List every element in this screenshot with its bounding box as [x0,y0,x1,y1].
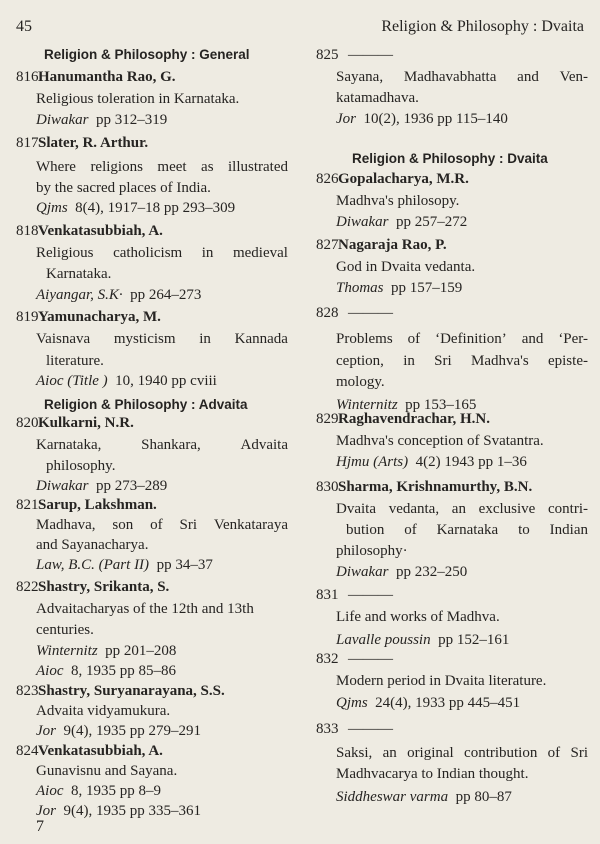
title-word: ception, [336,353,384,369]
source-name: Jor [36,803,56,819]
title-word: Problems [336,331,393,347]
entry-number: 830 [316,479,339,495]
title-word: of [150,517,163,533]
source-details: pp 157–159 [391,280,463,296]
section-heading: Religion & Philosophy : Advaita [44,397,248,412]
source-details: 8, 1935 pp 85–86 [71,663,176,679]
title-word: Ven- [559,69,588,85]
ditto-dash: ——— [348,721,393,737]
entry-author: Kulkarni, N.R. [38,415,134,431]
title-word: and [521,331,544,347]
source-details: pp 153–165 [405,397,477,413]
entry-number: 833 [316,721,339,737]
entry-title-line: philosophy· [336,543,408,559]
entry-source-line [36,286,288,305]
title-word: in [199,331,211,347]
title-word: to [518,522,530,538]
entry-title-line: centuries. [36,622,94,638]
title-word: catholicism [113,245,183,261]
entry-author: Shastry, Srikanta, S. [38,579,170,595]
source-name: Aioc (Title ) [36,373,108,389]
entry-title-line: by the sacred places of India. [36,180,211,196]
entry-author: Gopalacharya, M.R. [338,171,469,187]
entry-title-line: literature. [46,353,104,369]
entry-source-line [336,694,588,713]
source-details: 8(4), 1917–18 pp 293–309 [75,200,236,216]
entry-number: 823 [16,683,39,699]
title-word: illustrated [228,159,288,175]
entry-author: Shastry, Suryanarayana, S.S. [38,683,225,699]
source-details: 9(4), 1935 pp 279–291 [63,723,201,739]
entry-author: Sharma, Krishnamurthy, B.N. [338,479,533,495]
title-word: exclusive [478,501,536,517]
source-details: pp 312–319 [96,112,168,128]
entry-source-line [36,642,288,661]
title-word: son [112,517,134,533]
source-details: 24(4), 1933 pp 445–451 [375,695,521,711]
source-name: Diwakar [36,112,89,128]
title-word: Sri [570,745,588,761]
source-name: Diwakar [36,478,89,494]
ditto-dash: ——— [348,305,393,321]
title-word: Sri [434,353,452,369]
entry-author: Venkatasubbiah, A. [38,743,163,759]
entry-number: 816 [16,69,39,85]
title-word: an [451,501,466,517]
source-name: Jor [36,723,56,739]
entry-title-line: Madhvacarya to Indian thought. [336,766,529,782]
entry-source-line [36,662,288,681]
entry-source-line [336,110,588,129]
title-word: Saksi, [336,745,373,761]
entry-source-line [36,477,288,496]
source-name: Qjms [36,200,68,216]
source-details: pp 201–208 [105,643,177,659]
entry-title-line: Madhva's philosopy. [336,193,460,209]
entry-title-line: Advaitacharyas of the 12th and 13th [36,601,254,617]
entry-author: Slater, R. Arthur. [38,135,149,151]
title-word: Shankara, [141,437,201,453]
entry-title-line [36,436,288,455]
entry-author: Hanumantha Rao, G. [38,69,176,85]
entry-source-line [336,453,588,472]
title-word: Sri [179,517,197,533]
entry-number: 822 [16,579,39,595]
entry-title-line: God in Dvaita vedanta. [336,259,476,275]
entry-source-line [336,631,588,650]
entry-number: 825 [316,47,339,63]
title-word: Where [36,159,76,175]
title-word: mysticism [113,331,176,347]
entry-title-line [36,330,288,349]
ditto-dash: ——— [348,587,393,603]
source-name: Thomas [336,280,384,296]
entry-title-line: Gunavisnu and Sayana. [36,763,178,779]
entry-number: 821 [16,497,39,513]
entry-title-line [336,500,588,519]
source-name: Qjms [336,695,368,711]
title-word: Religious [36,245,94,261]
entry-number: 831 [316,587,339,603]
section-heading: Religion & Philosophy : General [44,47,250,62]
source-details: pp 273–289 [96,478,168,494]
title-word: Karnataka, [36,437,102,453]
entry-source-line [336,563,588,582]
entry-source-line [336,213,588,232]
source-name: Diwakar [336,214,389,230]
entry-title-line [36,158,288,177]
title-word: original [407,745,454,761]
entry-number: 824 [16,743,39,759]
entry-source-line [36,556,288,575]
source-name: Jor [336,111,356,127]
title-word: meet [157,159,187,175]
entry-title-line: philosophy. [46,458,116,474]
entry-title-line: mology. [336,374,385,390]
title-word: ‘Definition’ [435,331,507,347]
title-word: contri- [548,501,588,517]
title-word: an [382,745,397,761]
entry-title-line [336,330,588,349]
title-word: medieval [232,245,288,261]
source-name: Aiyangar, S.K· [36,287,123,303]
title-word: Madhava, [36,517,96,533]
source-name: Siddheswar varma [336,789,449,805]
entry-title-line [336,744,588,763]
source-name: Winternitz [336,397,398,413]
entry-source-line [36,722,288,741]
source-name: Aioc [36,783,64,799]
entry-title-line: Madhva's conception of Svatantra. [336,433,544,449]
entry-number: 828 [316,305,339,321]
title-word: of [404,522,417,538]
title-word: in [201,245,214,261]
title-word: Sayana, [336,69,384,85]
entry-title-line: Karnataka. [46,266,112,282]
title-word: Madhavabhatta [403,69,497,85]
entry-source-line [336,788,588,807]
entry-author: Nagaraja Rao, P. [338,237,447,253]
entry-source-line [36,199,288,218]
entry-title-line: Advaita vidyamukura. [36,703,171,719]
source-name: Aioc [36,663,64,679]
title-word: and [517,69,539,85]
entry-author: Yamunacharya, M. [38,309,161,325]
title-word: Vaisnava [36,331,91,347]
entry-source-line [36,111,288,130]
title-word: Madhva's [470,353,529,369]
title-word: vedanta, [388,501,440,517]
source-details: pp 257–272 [396,214,468,230]
title-word: Advaita [240,437,288,453]
source-details: 10(2), 1936 pp 115–140 [363,111,508,127]
entry-title-line [336,352,588,371]
title-word: Dvaita [336,501,376,517]
entry-number: 826 [316,171,339,187]
page-number: 45 [16,18,32,35]
entry-title-line [36,516,288,535]
entry-source-line [36,782,288,801]
section-heading: Religion & Philosophy : Dvaita [352,151,548,166]
entry-number: 817 [16,135,39,151]
source-details: pp 264–273 [130,287,202,303]
entry-title-line: Religious toleration in Karnataka. [36,91,240,107]
source-name: Lavalle poussin [336,632,431,648]
entry-number: 820 [16,415,39,431]
entry-author: Venkatasubbiah, A. [38,223,163,239]
title-word: of [407,331,421,347]
entry-title-line: and Sayanacharya. [36,537,149,553]
source-details: 8, 1935 pp 8–9 [71,783,161,799]
source-details: 9(4), 1935 pp 335–361 [63,803,201,819]
source-details: pp 34–37 [156,557,213,573]
entry-number: 829 [316,411,339,427]
title-word: religions [90,159,143,175]
source-details: pp 80–87 [455,789,512,805]
title-word: Kannada [234,331,288,347]
source-details: 4(2) 1943 pp 1–36 [415,454,527,470]
title-word: episte- [547,353,588,369]
source-name: Winternitz [36,643,98,659]
source-name: Law, B.C. (Part II) [36,557,150,573]
title-word: in [403,353,415,369]
running-head: Religion & Philosophy : Dvaita [381,18,584,35]
title-word: ‘Per- [558,331,588,347]
source-details: pp 152–161 [438,632,510,648]
entry-title-line: Modern period in Dvaita literature. [336,673,547,689]
title-word: Karnataka [436,522,499,538]
ditto-dash: ——— [348,47,393,63]
ditto-dash: ——— [348,651,393,667]
entry-source-line [336,279,588,298]
entry-title-line [346,521,588,540]
title-word: contribution [464,745,538,761]
entry-number: 827 [316,237,339,253]
entry-number: 819 [16,309,39,325]
entry-title-line: katamadhava. [336,90,419,106]
title-word: Indian [549,522,588,538]
source-details: 10, 1940 pp cviii [115,373,217,389]
entry-source-line [36,802,288,821]
entry-title-line [336,68,588,87]
entry-title-line [36,244,288,263]
source-name: Diwakar [336,564,389,580]
title-word: of [547,745,561,761]
source-name: Hjmu (Arts) [336,454,409,470]
title-word: bution [346,522,385,538]
entry-title-line: Life and works of Madhva. [336,609,500,625]
source-details: pp 232–250 [396,564,468,580]
title-word: as [201,159,214,175]
entry-number: 832 [316,651,339,667]
title-word: Venkataraya [213,517,288,533]
entry-source-line [36,372,288,391]
signature-mark: 7 [36,818,44,835]
entry-author: Sarup, Lakshman. [38,497,157,513]
entry-author: Raghavendrachar, H.N. [338,411,490,427]
entry-number: 818 [16,223,39,239]
